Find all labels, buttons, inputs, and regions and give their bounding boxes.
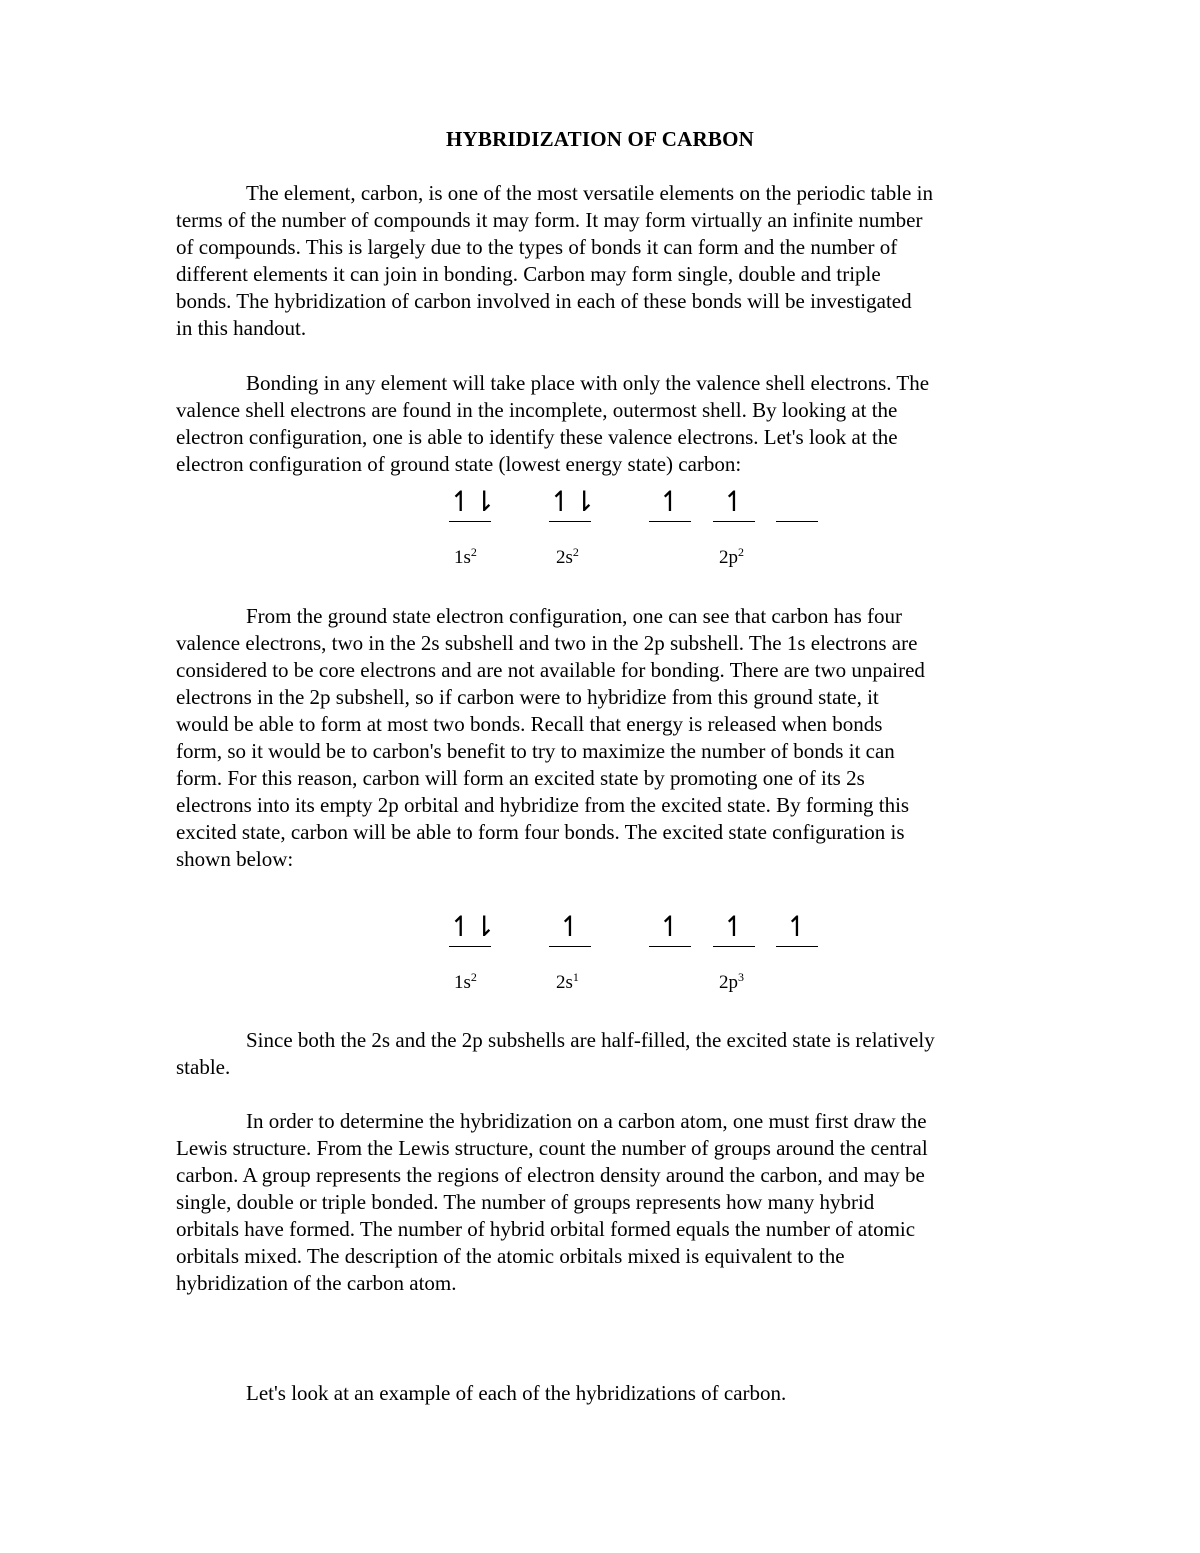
text-line: different elements it can join in bonding. Carbon may form single, double and triple <box>176 262 881 286</box>
text-line: of compounds. This is largely due to the types of bonds it can form and the number of <box>176 235 898 259</box>
text-line: stable. <box>176 1055 231 1079</box>
orbital-box-2p-x <box>649 485 691 522</box>
subshell-label-2p: $2p^2$ <box>719 545 744 568</box>
text-line: carbon. A group represents the regions of electron density around the carbon, and may be <box>176 1163 925 1187</box>
subshell-label-2s: $2s^1$ <box>556 970 579 993</box>
orbital-box-2p-x <box>649 910 691 947</box>
orbital-box-2p-y <box>713 485 755 522</box>
orbital-line <box>549 521 591 522</box>
electron-pair-arrows: ↿⇂ <box>549 485 596 518</box>
text-line: excited state, carbon will be able to form four bonds. The excited state configuration is <box>176 820 905 844</box>
orbital-box-2p-z <box>776 910 818 947</box>
orbital-box-2s <box>549 910 591 947</box>
text-line: form, so it would be to carbon's benefit to try to maximize the number of bonds it can <box>176 739 895 763</box>
text-line: From the ground state electron configuration, one can see that carbon has four <box>246 604 903 628</box>
orbital-line <box>449 521 491 522</box>
text-line: electron configuration, one is able to identify these valence electrons. Let's look at the <box>176 425 898 449</box>
text-line: Bonding in any element will take place with only the valence shell electrons. The <box>246 371 930 395</box>
text-line: electrons into its empty 2p orbital and hybridize from the excited state. By forming this <box>176 793 910 817</box>
electron-up-arrow: ↿ <box>722 485 746 518</box>
text-line: in this handout. <box>176 316 307 340</box>
text-line: valence electrons, two in the 2s subshell and two in the 2p subshell. The 1s electrons are <box>176 631 918 655</box>
orbital-line <box>449 946 491 947</box>
text-line: considered to be core electrons and are not available for bonding. There are two unpaired <box>176 658 925 682</box>
orbital-line <box>713 521 755 522</box>
orbital-box-1s <box>449 910 496 947</box>
orbital-line <box>776 946 818 947</box>
text-line: form. For this reason, carbon will form an excited state by promoting one of its 2s <box>176 766 865 790</box>
paragraph-half-filled <box>176 1027 1024 1081</box>
paragraph-determine-hybridization <box>176 1108 1024 1297</box>
orbital-line <box>549 946 591 947</box>
text-line: In order to determine the hybridization on a carbon atom, one must first draw the <box>246 1109 927 1133</box>
subshell-label-1s: $1s^2$ <box>454 545 477 568</box>
text-line: The element, carbon, is one of the most versatile elements on the periodic table in <box>246 181 933 205</box>
text-line: electron configuration of ground state (lowest energy state) carbon: <box>176 452 742 476</box>
orbital-line <box>649 946 691 947</box>
text-line: hybridization of the carbon atom. <box>176 1271 457 1295</box>
orbital-box-2s <box>549 485 596 522</box>
orbital-box-1s <box>449 485 496 522</box>
paragraph-valence <box>176 370 1024 478</box>
text-line: valence shell electrons are found in the incomplete, outermost shell. By looking at the <box>176 398 898 422</box>
orbital-line <box>776 521 818 522</box>
text-line: orbitals mixed. The description of the atomic orbitals mixed is equivalent to the <box>176 1244 845 1268</box>
electron-up-arrow: ↿ <box>722 910 746 943</box>
subshell-label-1s: $1s^2$ <box>454 970 477 993</box>
text-line: electrons in the 2p subshell, so if carbon were to hybridize from this ground state, it <box>176 685 879 709</box>
text-line: single, double or triple bonded. The number of groups represents how many hybrid <box>176 1190 875 1214</box>
electron-up-arrow: ↿ <box>658 910 682 943</box>
text-line: Let's look at an example of each of the hybridizations of carbon. <box>246 1381 787 1405</box>
subshell-label-2s: $2s^2$ <box>556 545 579 568</box>
empty-orbital <box>776 485 818 519</box>
electron-up-arrow: ↿ <box>658 485 682 518</box>
page-title: HYBRIDIZATION OF CARBON <box>446 127 754 151</box>
orbital-line <box>649 521 691 522</box>
orbital-box-2p-z <box>776 485 818 522</box>
text-line: orbitals have formed. The number of hybrid orbital formed equals the number of atomic <box>176 1217 916 1241</box>
text-line: Since both the 2s and the 2p subshells are half-filled, the excited state is relatively <box>246 1028 935 1052</box>
paragraph-ground-state <box>176 603 1024 873</box>
electron-pair-arrows: ↿⇂ <box>449 485 496 518</box>
orbital-box-2p-y <box>713 910 755 947</box>
subshell-label-2p: $2p^3$ <box>719 970 744 993</box>
electron-up-arrow: ↿ <box>558 910 582 943</box>
text-line: would be able to form at most two bonds. Recall that energy is released when bonds <box>176 712 883 736</box>
electron-up-arrow: ↿ <box>785 910 809 943</box>
paragraph-intro <box>176 180 1024 342</box>
text-line: bonds. The hybridization of carbon involved in each of these bonds will be investigated <box>176 289 912 313</box>
paragraph-examples <box>176 1380 1024 1407</box>
text-line: terms of the number of compounds it may form. It may form virtually an infinite number <box>176 208 923 232</box>
text-line: shown below: <box>176 847 294 871</box>
electron-pair-arrows: ↿⇂ <box>449 910 496 943</box>
orbital-line <box>713 946 755 947</box>
text-line: Lewis structure. From the Lewis structure, count the number of groups around the central <box>176 1136 928 1160</box>
